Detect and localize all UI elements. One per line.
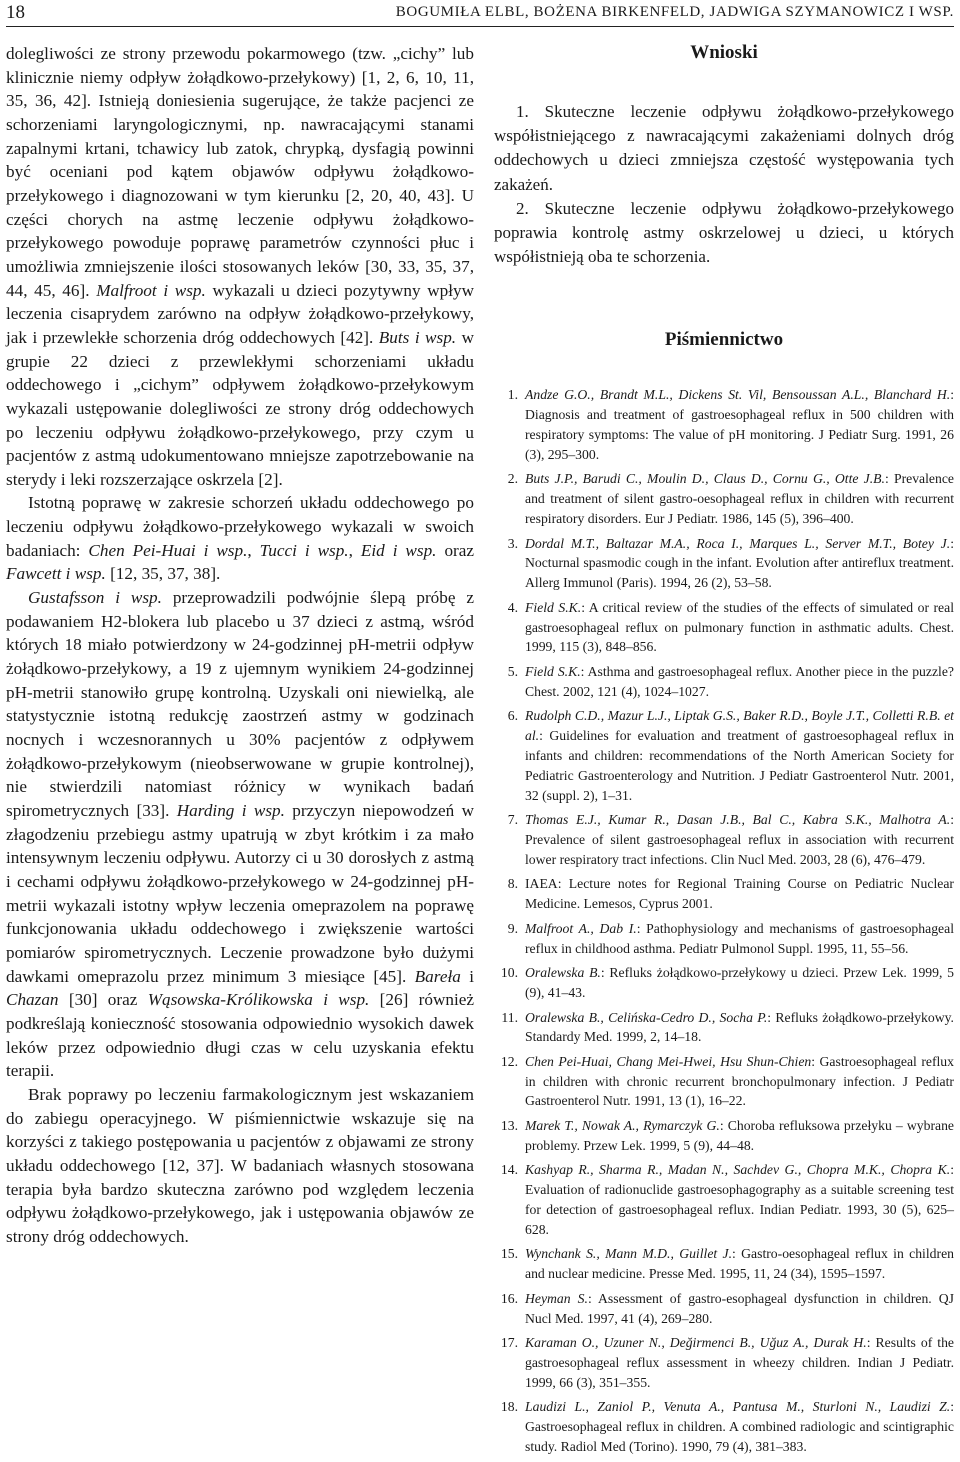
reference-authors: Field S.K. [525,663,581,679]
reference-authors: Dordal M.T., Baltazar M.A., Roca I., Marques L., Server M.T., Botey J. [525,535,951,551]
reference-authors: Andze G.O., Brandt M.L., Dickens St. Vil, Bensoussan A.L., Blanchard H. [525,387,951,403]
reference-number: 17. [500,1335,518,1351]
left-column [6,42,474,1248]
reference-item [494,598,954,657]
reference-number: 9. [507,920,518,936]
body-paragraph: Istotną poprawę w zakresie schorzeń układu oddechowego po leczeniu odpływu żołądkowo-przełykowego wykazali w swoich badaniach: Chen Pei-Huai i wsp., Tucci i wsp., Eid i wsp. oraz Fawcett i wsp. [12, 35, 37, 38]. [6,493,475,584]
reference-item [494,706,954,805]
reference-item [494,1289,954,1329]
reference-item [494,1397,954,1456]
reference-text: : Results of the gastroesophageal reflux assessment in wheezy children. Indian J Pediatr. 1999, 66 (3), 351–355. [525,1335,954,1390]
reference-item [494,963,954,1003]
reference-number: 7. [507,812,518,828]
reference-item [494,1333,954,1392]
body-paragraph: dolegliwości ze strony przewodu pokarmowego (tzw. „cichy” lub klinicznie niemy odpływ żołądkowo-przełykowy) [1, 2, 6, 10, 11, 35, 36, 42]. Istnieją doniesienia sugerujące, że także pacjenci ze schorzeniami laryngologicznymi, np. nawracającymi stanami zapalnymi krtani, tchawicy lub zatok, chrypką, dysfagią powinni być oceniani pod kątem objawów odpływu żołądkowo-przełykowego i diagnozowani w tym kierunku [2, 20, 40, 43]. U części chorych na astmę leczenie odpływu żołądkowo-przełykowego powoduje poprawę parametrów czynności płuc i umożliwia zmniejszenie ilości stosowanych leków [30, 33, 35, 37, 44, 45, 46]. Malfroot i wsp. wykazali u dzieci pozytywny wpływ leczenia cisaprydem zarówno na odpływ żołądkowo-przełykowy, jak i przewlekłe schorzenia dróg oddechowych [42]. Buts i wsp. w grupie 22 dzieci z przewlekłymi schorzeniami układu oddechowego i „cichym” odpływem żołądkowo-przełykowym wykazali ustępowanie dolegliwości ze strony dróg oddechowych po leczeniu odpływu żołądkowo-przełykowego, przy czym u pacjentów z astmą udokumentowano mniejsze zapotrzebowanie na sterydy i leki rozszerzające oskrzela [2]. [6,44,474,489]
reference-authors: Oralewska B. [525,965,601,981]
reference-text: IAEA: Lecture notes for Regional Training Course on Pediatric Nuclear Medicine. Lemesos, Cyprus 2001. [525,876,954,912]
reference-text: : Guidelines for evaluation and treatment of gastroesophageal reflux in infants and children: recommendations of the North American Society for Pediatric Gastroenterology and Nutrition. J Pediatr Gastroenterol Nutr. 2001, 32 (suppl. 2), 1–31. [525,728,954,803]
reference-text: : Gastroesophageal reflux in children. A combined radiologic and scintigraphic study. Radiol Med (Torino). 1990, 79 (4), 381–383. [525,1399,954,1455]
reference-text: : Refluks żołądkowo-przełykowy u dzieci. Przew Lek. 1999, 5 (9), 41–43. [525,965,955,1000]
reference-number: 2. [507,471,518,487]
body-paragraph: Brak poprawy po leczeniu farmakologicznym jest wskazaniem do zabiegu operacyjnego. W piśmiennictwie wskazuje się na korzyści z takiego postępowania u pacjentów z objawami ze strony układu oddechowego [12, 37]. W badaniach własnych stosowana terapia była bardzo skuteczna zarówno pod względem leczenia odpływu żołądkowo-przełykowego, jak i ustępowania objawów ze strony dróg oddechowych. [6,1084,474,1246]
reference-text: : Assessment of gastro-esophageal dysfunction in children. QJ Nucl Med. 1997, 41 (4), 269–280. [525,1290,954,1326]
reference-text: : Refluks żołądkowo-przełykowy. Standardy Med. 1999, 2, 14–18. [525,1009,954,1045]
reference-item [494,919,954,959]
reference-text: : Asthma and gastroesophageal reflux. Another piece in the puzzle? Chest. 2002, 121 (4), 1024–1027. [525,663,954,699]
reference-number: 4. [507,599,518,615]
conclusions-heading: Wnioski [690,42,758,63]
reference-number: 5. [507,663,518,679]
reference-text: : Pathophysiology and mechanisms of gastroesophageal reflux in childhood asthma. Pediatr Pulmonol Suppl. 1995, 11, 55–56. [525,920,954,956]
reference-number: 1. [507,387,518,403]
reference-number: 6. [507,708,518,724]
page-header [6,0,954,27]
reference-text: : Gastro-oesophageal reflux in children and nuclear medicine. Presse Med. 1995, 11, 24 (34), 1595–1597. [525,1246,954,1282]
reference-text: : Choroba refluksowa przełyku – wybrane problemy. Przew Lek. 1999, 5 (9), 44–48. [525,1118,954,1153]
right-column [494,42,954,1462]
reference-number: 13. [500,1118,518,1134]
reference-text: : A critical review of the studies of the effects of simulated or real gastroesophageal reflux on pulmonary function in asthmatic adults. Chest. 1999, 115 (3), 848–856. [525,599,955,655]
reference-text: : Nocturnal spasmodic cough in the infant. Evolution after antireflux treatment. Allerg Immunol (Paris). 1994, 26 (2), 53–58. [525,535,954,591]
reference-authors: Rudolph C.D., Mazur L.J., Liptak G.S., Baker R.D., Boyle J.T., Colletti R.B. et al. [525,708,954,744]
reference-authors: Heyman S. [525,1290,588,1306]
page-number: 18 [6,2,25,23]
reference-item [494,662,954,702]
body-paragraph: Gustafsson i wsp. przeprowadzili podwójnie ślepą próbę z podawaniem H2-blokera lub placebo u 37 dzieci z astmą, wśród których 18 miało potwierdzony w 24-godzinnej pH-metrii odpływ żołądkowo-przełykowy, a 19 z ujemnym wynikiem 24-godzinnej pH-metrii stanowiło grupę kontrolną. Uzyskali oni niewielką, ale statystycznie istotną redukcję zaostrzeń astmy w godzinach nocnych i wczesnorannych u 30% pacjentów z odpływem żołądkowo-przełykowym (nieobserwowane w grupie kontrolnej), nie stwierdzili natomiast różnicy w wynikach badań spirometrycznych [33]. Harding i wsp. przyczyn niepowodzeń w złagodzeniu przebiegu astmy upatrują w zbyt krótkim i za mało intensywnym leczeniu odpływu. Autorzy ci u 30 dorosłych z astmą i cechami odpływu żołądkowo-przełykowego w 24-godzinnej pH-metrii wykazali istotny wpływ leczenia omeprazolem na poprawę funkcjonowania układu oddechowego i zwiększenie wartości pomiarów spirometrycznych. Leczenie prowadzone było dużymi dawkami omeprazolu przez minimum 3 miesiące [45]. Bareła i Chazan [30] oraz Wąsowska-Królikowska i wsp. [26] również podkreślają konieczność stosowania odpowiednio wysokich dawek leków przez odpowiednio długi czas w celu uzyskania efektu terapii. [6,588,474,1081]
reference-text: : Evaluation of radionuclide gastroesophagography as a suitable screening test for detection of gastroesophageal reflux. Indian Pediatr. 1993, 30 (5), 625–628. [525,1162,954,1237]
reference-item [494,385,954,464]
reference-item [494,874,954,914]
reference-number: 11. [501,1009,518,1025]
reference-item [494,810,954,869]
reference-item [494,469,954,528]
reference-text: : Diagnosis and treatment of gastroesophageal reflux in 500 children with respiratory symptoms: The value of pH monitoring. J Pediatr Surg. 1991, 26 (3), 295–300. [525,387,954,462]
reference-text: : Gastroesophageal reflux in children with chronic recurrent bronchopulmonary infection. J Pediatr Gastroenterol Nutr. 1991, 13 (1), 16–22. [525,1053,954,1109]
running-title: BOGUMIŁA ELBL, BOŻENA BIRKENFELD, JADWIGA SZYMANOWICZ I WSP. [395,4,954,20]
reference-authors: Wynchank S., Mann M.D., Guillet J. [525,1246,733,1262]
reference-number: 16. [500,1290,518,1306]
reference-text: : Prevalence of silent gastroesophageal reflux in association with recurrent lower respiratory tract infections. Clin Nucl Med. 2003, 28 (6), 476–479. [525,812,954,867]
conclusion-item: 1. Skuteczne leczenie odpływu żołądkowo-przełykowego współistniejącego z nawracającymi zakażeniami dolnych dróg oddechowych u dzieci zmniejsza częstość występowania tych zakażeń. [494,102,954,194]
reference-item [494,1116,954,1156]
conclusions-list [494,100,954,269]
reference-authors: Marek T., Nowak A., Rymarczyk G. [525,1118,720,1134]
reference-authors: Oralewska B., Celińska-Cedro D., Socha P. [525,1009,768,1025]
reference-authors: Thomas E.J., Kumar R., Dasan J.B., Bal C., Kabra S.K., Malhotra A. [525,812,951,828]
reference-item [494,1052,954,1111]
reference-authors: Field S.K. [525,599,582,615]
reference-item [494,1160,954,1239]
reference-number: 14. [500,1162,518,1178]
references-heading: Piśmiennictwo [664,329,784,351]
reference-authors: Malfroot A., Dab I. [525,920,637,936]
references-list [494,385,954,1456]
reference-number: 8. [507,876,518,892]
reference-authors: Buts J.P., Barudi C., Moulin D., Claus D., Cornu G., Otte J.B. [525,471,885,487]
reference-authors: Kashyap R., Sharma R., Madan N., Sachdev G., Chopra M.K., Chopra K. [525,1162,951,1178]
reference-authors: Chen Pei-Huai, Chang Mei-Hwei, Hsu Shun-Chien [525,1053,812,1069]
reference-number: 3. [507,535,518,551]
reference-number: 18. [500,1399,518,1415]
reference-number: 12. [500,1053,518,1069]
conclusion-item: 2. Skuteczne leczenie odpływu żołądkowo-przełykowego poprawia kontrolę astmy oskrzelowej u dzieci, u których współistnieją oba te schorzenia. [494,198,954,267]
reference-authors: Laudizi L., Zaniol P., Venuta A., Pantusa M., Sturloni N., Laudizi Z. [525,1399,951,1415]
reference-item [494,1008,954,1048]
reference-text: : Prevalence and treatment of silent gastro-oesophageal reflux in children with recurrent respiratory disorders. Eur J Pediatr. 1986, 145 (5), 396–400. [525,471,954,526]
reference-authors: Karaman O., Uzuner N., Değirmenci B., Uğuz A., Durak H. [525,1335,867,1351]
reference-number: 15. [500,1246,518,1262]
reference-item [494,534,954,593]
reference-number: 10. [500,965,518,981]
reference-item [494,1244,954,1284]
